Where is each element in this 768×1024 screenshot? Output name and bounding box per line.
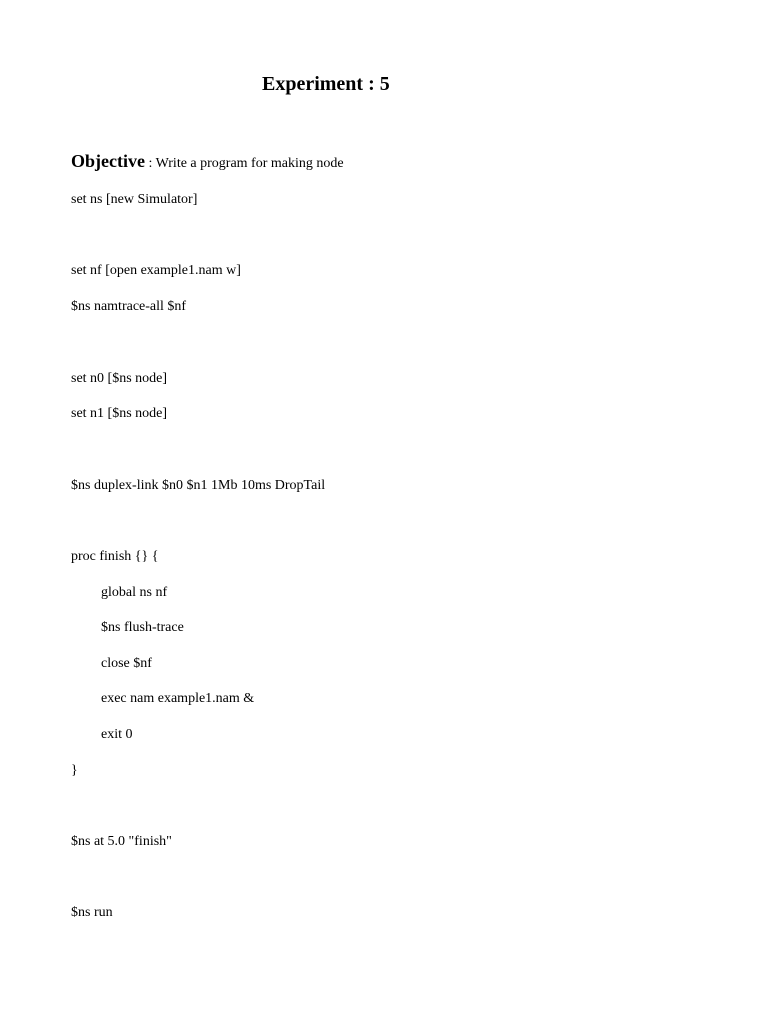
code-line: set n0 [$ns node] <box>71 371 168 386</box>
code-line: set ns [new Simulator] <box>71 192 198 207</box>
code-line: global ns nf <box>101 585 168 600</box>
objective-label: Objective <box>71 151 145 171</box>
code-line: } <box>71 763 78 778</box>
code-line: $ns duplex-link $n0 $n1 1Mb 10ms DropTail <box>71 478 326 493</box>
page-title: Experiment : 5 <box>262 73 390 95</box>
objective-separator: : <box>144 156 156 171</box>
objective-line <box>71 151 344 172</box>
code-line: proc finish {} { <box>71 549 159 564</box>
code-line: set nf [open example1.nam w] <box>71 263 241 278</box>
code-line: $ns at 5.0 "finish" <box>71 834 172 849</box>
code-line: exit 0 <box>101 727 133 742</box>
code-line: $ns flush-trace <box>101 620 184 635</box>
objective-text: Write a program for making node <box>155 156 344 171</box>
code-line: close $nf <box>101 656 152 671</box>
code-line: set n1 [$ns node] <box>71 406 168 421</box>
code-line: $ns run <box>71 905 113 920</box>
code-line: exec nam example1.nam & <box>101 691 255 706</box>
code-line: $ns namtrace-all $nf <box>71 299 187 314</box>
